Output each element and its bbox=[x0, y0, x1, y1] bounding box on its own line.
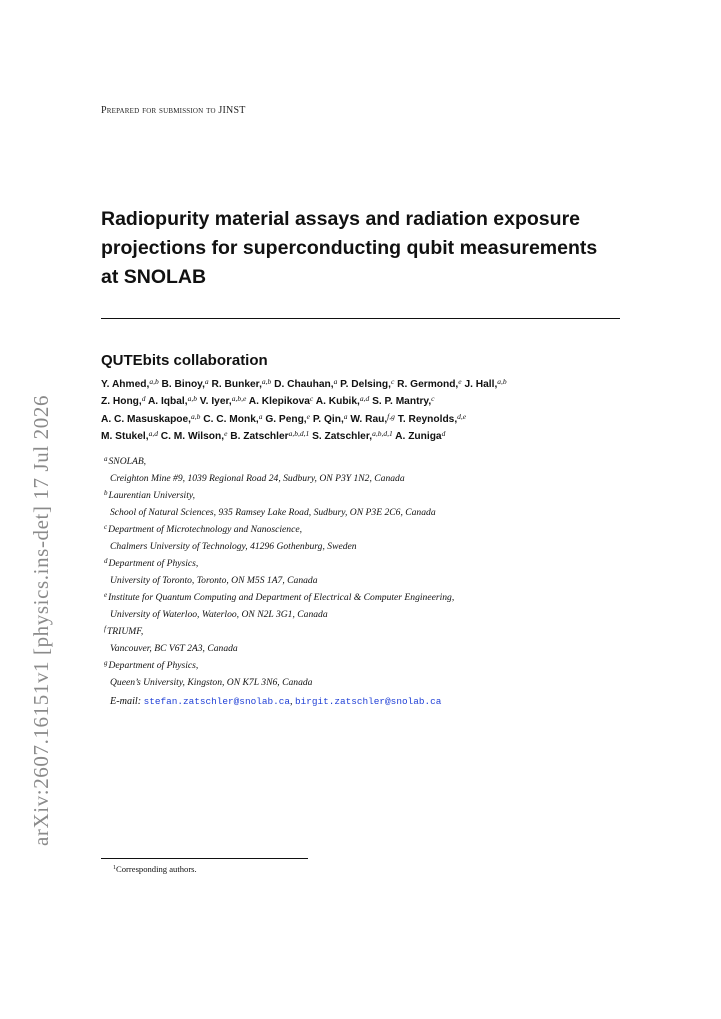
author-name: D. Chauhan, bbox=[274, 379, 334, 390]
author-name: W. Rau, bbox=[350, 413, 388, 425]
author-affiliation-mark: e bbox=[458, 377, 462, 386]
author-affiliation-mark: d bbox=[141, 394, 146, 404]
affiliation-mark: e bbox=[104, 591, 108, 599]
email-label: E-mail: bbox=[110, 696, 142, 707]
affiliation bbox=[104, 453, 624, 487]
author bbox=[101, 411, 201, 425]
author bbox=[101, 431, 158, 442]
author bbox=[101, 396, 146, 407]
footnote-text: Corresponding authors. bbox=[116, 864, 197, 874]
author bbox=[340, 379, 394, 390]
author bbox=[249, 396, 314, 407]
affiliation bbox=[104, 657, 624, 691]
author-name: S. P. Mantry, bbox=[372, 396, 432, 408]
author bbox=[203, 411, 263, 425]
author bbox=[397, 411, 467, 425]
affiliation-name-row bbox=[104, 657, 624, 674]
affiliation-name: Department of Physics, bbox=[108, 558, 199, 569]
author-name: G. Peng, bbox=[265, 413, 307, 425]
author-name: A. Klepikova bbox=[248, 396, 310, 408]
title-line-2: projections for superconducting qubit measurements bbox=[101, 237, 598, 259]
author bbox=[274, 379, 337, 390]
author-affiliation-mark: a,b bbox=[187, 394, 197, 404]
author-affiliation-mark: a,d bbox=[148, 429, 158, 439]
author-name: R. Bunker, bbox=[211, 379, 262, 390]
author-affiliation-mark: c bbox=[309, 394, 314, 404]
author-affiliation-mark: a,b bbox=[261, 377, 272, 386]
affiliation-address: Vancouver, BC V6T 2A3, Canada bbox=[110, 643, 238, 654]
author-name: A. Zuniga bbox=[395, 431, 442, 443]
author bbox=[312, 411, 348, 425]
affiliation-name: SNOLAB, bbox=[108, 456, 147, 467]
arxiv-sidebar bbox=[22, 370, 62, 870]
title-rule bbox=[101, 318, 620, 319]
author-affiliation-mark: a,b,d,1 bbox=[288, 429, 310, 439]
author-name: S. Zatschler, bbox=[312, 431, 373, 443]
author bbox=[200, 396, 247, 407]
contact-email bbox=[110, 696, 441, 707]
author bbox=[395, 431, 445, 442]
author-name: T. Reynolds, bbox=[397, 413, 458, 425]
paper-title bbox=[101, 205, 621, 292]
author-line-4 bbox=[101, 428, 641, 445]
footnote bbox=[113, 864, 197, 874]
affiliation-address: University of Waterloo, Waterloo, ON N2L 3G1, Canada bbox=[110, 609, 328, 620]
author bbox=[148, 396, 197, 407]
affiliation bbox=[104, 521, 624, 555]
author-name: C. M. Wilson, bbox=[160, 431, 225, 443]
author-name: A. Kubik, bbox=[315, 396, 360, 408]
author bbox=[162, 379, 209, 390]
author-list bbox=[101, 376, 641, 446]
affiliation-address: Queen’s University, Kingston, ON K7L 3N6, Canada bbox=[110, 677, 313, 688]
author-name: C. C. Monk, bbox=[203, 413, 259, 425]
affiliation-name: Department of Physics, bbox=[108, 660, 199, 671]
affiliation-mark: a bbox=[104, 455, 108, 463]
author-name: V. Iyer, bbox=[199, 396, 232, 408]
author bbox=[312, 431, 393, 442]
affiliation bbox=[104, 487, 624, 521]
author-affiliation-mark: a,d bbox=[359, 394, 370, 404]
author-name: Y. Ahmed, bbox=[101, 379, 150, 390]
affiliation bbox=[104, 555, 624, 589]
author-name: A. C. Masuskapoe, bbox=[101, 413, 192, 425]
author-affiliation-mark: d bbox=[441, 429, 446, 439]
author bbox=[464, 379, 506, 390]
email-link-birgit[interactable]: birgit.zatschler@snolab.ca bbox=[295, 696, 442, 707]
affiliation-mark: b bbox=[104, 489, 108, 497]
footnote-rule bbox=[101, 858, 308, 859]
collaboration-name: QUTEbits collaboration bbox=[101, 352, 268, 369]
title-line-3: at SNOLAB bbox=[101, 266, 207, 288]
affiliation-address: Creighton Mine #9, 1039 Regional Road 24, Sudbury, ON P3Y 1N2, Canada bbox=[110, 473, 405, 484]
author bbox=[101, 379, 159, 390]
author-name: R. Germond, bbox=[397, 379, 459, 390]
author-affiliation-mark: a,b bbox=[191, 411, 201, 421]
author-affiliation-mark: e bbox=[306, 411, 310, 421]
email-link-stefan[interactable]: stefan.zatschler@snolab.ca bbox=[143, 696, 290, 707]
affiliation-mark: f bbox=[104, 625, 106, 633]
author bbox=[230, 431, 309, 442]
author-affiliation-mark: c bbox=[431, 394, 435, 404]
affiliation-name: Institute for Quantum Computing and Department of Electrical & Computer Engineering, bbox=[108, 592, 455, 603]
author bbox=[350, 411, 395, 425]
affiliation-name: TRIUMF, bbox=[106, 626, 144, 637]
author-affiliation-mark: a,b bbox=[149, 377, 159, 386]
author-name: M. Stukel, bbox=[101, 431, 149, 443]
author bbox=[397, 379, 461, 390]
author-name: J. Hall, bbox=[464, 379, 498, 390]
affiliation-mark: d bbox=[104, 557, 108, 565]
affiliation-name: Laurentian University, bbox=[108, 490, 196, 501]
affiliation-name-row bbox=[104, 555, 624, 572]
affiliation-mark: g bbox=[104, 659, 108, 667]
submission-note: Prepared for submission to JINST bbox=[101, 105, 246, 116]
author-name: B. Binoy, bbox=[161, 379, 205, 390]
affiliation-address: University of Toronto, Toronto, ON M5S 1A7, Canada bbox=[110, 575, 318, 586]
author-affiliation-mark: a bbox=[204, 377, 209, 386]
affiliation-name-row bbox=[104, 487, 624, 504]
author bbox=[212, 379, 272, 390]
email-separator: , bbox=[289, 696, 293, 707]
arxiv-stamp: arXiv:2607.16151v1 [physics.ins-det] 17 Jul 2026 bbox=[29, 394, 54, 846]
author-affiliation-mark: a,b,d,1 bbox=[372, 429, 393, 439]
affiliation-address: Chalmers University of Technology, 41296 Gothenburg, Sweden bbox=[110, 541, 357, 552]
author-affiliation-mark: f,g bbox=[387, 411, 395, 421]
title-line-1: Radiopurity material assays and radiation exposure bbox=[101, 208, 580, 230]
author-name: Z. Hong, bbox=[101, 396, 142, 408]
affiliation bbox=[104, 623, 624, 657]
author-affiliation-mark: c bbox=[390, 377, 395, 386]
affiliation-name-row bbox=[104, 623, 624, 640]
author-name: P. Delsing, bbox=[340, 379, 391, 390]
footnote-mark: 1 bbox=[113, 865, 116, 871]
author-affiliation-mark: a bbox=[343, 411, 348, 421]
author-affiliation-mark: a bbox=[333, 377, 338, 386]
author-affiliation-mark: a,b,e bbox=[231, 394, 247, 404]
affiliation-mark: c bbox=[104, 523, 108, 531]
affiliation bbox=[104, 589, 624, 623]
author-name: B. Zatschler bbox=[230, 431, 289, 443]
author-affiliation-mark: a,b bbox=[497, 377, 507, 386]
author-line-2 bbox=[101, 393, 641, 410]
affiliation-list bbox=[104, 453, 624, 691]
author-affiliation-mark: a bbox=[258, 411, 263, 421]
author bbox=[161, 431, 228, 442]
author bbox=[265, 411, 310, 425]
author-affiliation-mark: e bbox=[224, 429, 228, 439]
author bbox=[372, 396, 434, 407]
author bbox=[316, 396, 370, 407]
author-affiliation-mark: d,e bbox=[457, 411, 467, 421]
author-line-1 bbox=[101, 376, 641, 393]
affiliation-name-row bbox=[104, 589, 624, 606]
affiliation-name-row bbox=[104, 453, 624, 470]
affiliation-name-row bbox=[104, 521, 624, 538]
author-line-3 bbox=[101, 411, 641, 428]
author-name: P. Qin, bbox=[312, 413, 344, 425]
affiliation-name: Department of Microtechnology and Nanoscience, bbox=[108, 524, 302, 535]
author-name: A. Iqbal, bbox=[147, 396, 188, 408]
affiliation-address: School of Natural Sciences, 935 Ramsey Lake Road, Sudbury, ON P3E 2C6, Canada bbox=[110, 507, 436, 518]
